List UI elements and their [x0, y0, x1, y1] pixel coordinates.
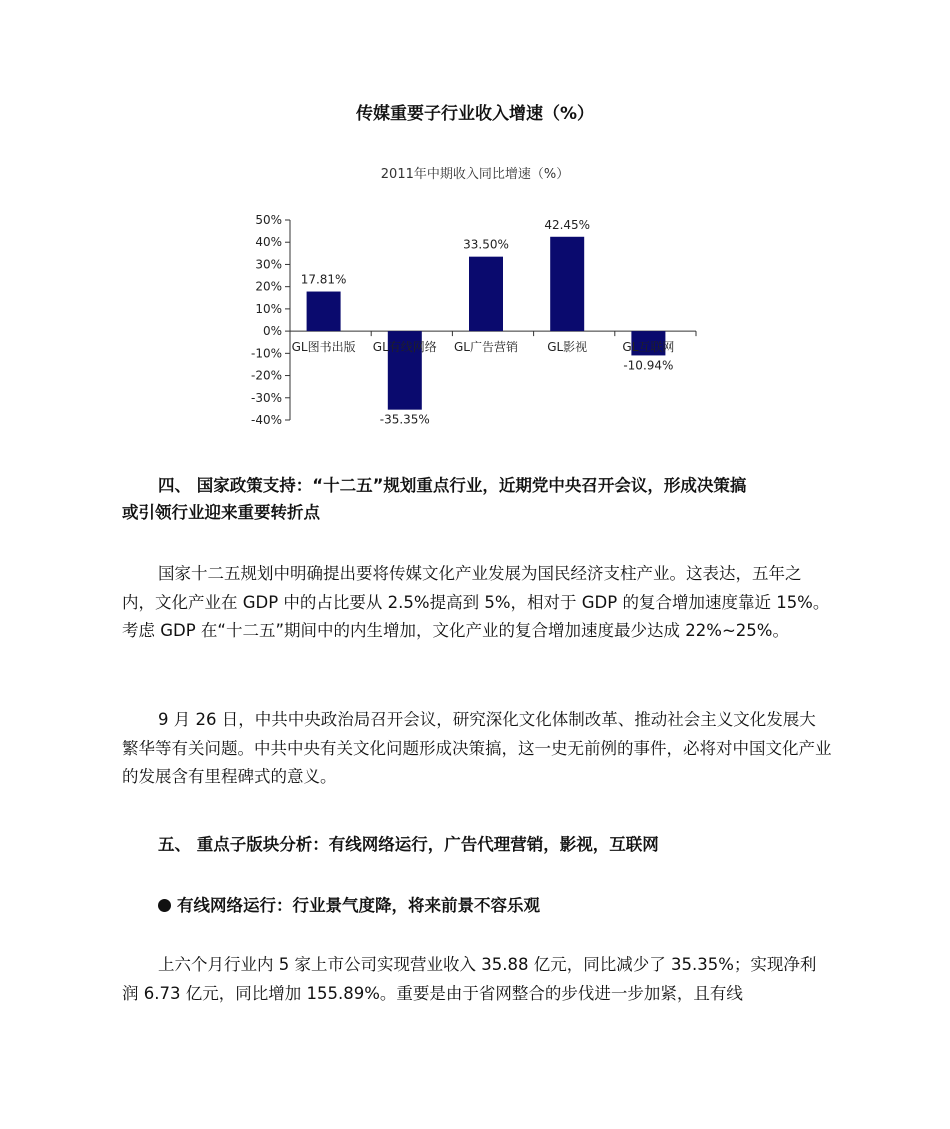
x-category-label: GL互联网 — [622, 340, 675, 355]
section4-paragraph-1-text: 国家十二五规划中明确提出要将传媒文化产业发展为国民经济支柱产业。这表达，五年之内，文化产业在 GDP 中的占比要从 2.5%提高到 5%，相对于 GDP 的复合增加速度靠近 15%。考虑 GDP 在“十二五”期间中的内生增加，文化产业的复合增加速度最少达成 22%~25%。 — [122, 564, 830, 640]
y-tick-label: 30% — [255, 257, 282, 272]
y-tick-label: -30% — [250, 390, 282, 405]
y-tick-label: 10% — [255, 301, 282, 316]
bar-chart — [230, 200, 710, 440]
x-category-label: GL影视 — [547, 340, 588, 355]
section5-bullet-text: 有线网络运行：行业景气度降，将来前景不容乐观 — [177, 896, 540, 915]
bar — [550, 237, 584, 331]
y-tick-label: 20% — [255, 279, 282, 294]
bar — [469, 257, 503, 331]
y-tick-label: 40% — [255, 235, 282, 250]
bar-value-label: 33.50% — [463, 237, 509, 252]
figure-title: 传媒重要子行业收入增速（%） — [355, 104, 595, 124]
section5-paragraph-text: 上六个月行业内 5 家上市公司实现营业收入 35.88 亿元，同比减少了 35.35%；实现净利润 6.73 亿元，同比增加 155.89%。重要是由于省网整合的步伐进一步加紧，且有线 — [122, 955, 817, 1003]
section4-paragraph-2-text: 9 月 26 日，中共中央政治局召开会议，研究深化文化体制改革、推动社会主义文化发展大繁华等有关问题。中共中央有关文化问题形成决策搞，这一史无前例的事件，必将对中国文化产业的发展含有里程碑式的意义。 — [122, 710, 832, 786]
x-category-label: GL有线网络 — [372, 340, 437, 355]
x-category-label: GL广告营销 — [454, 340, 518, 355]
section5-heading: 五、 重点子版块分析：有线网络运行，广告代理营销，影视，互联网 — [158, 835, 659, 854]
y-tick-label: 0% — [262, 324, 282, 339]
y-tick-label: -40% — [250, 413, 282, 427]
chart-title: 2011年中期收入同比增速（%） — [380, 167, 570, 182]
section5-bullet — [158, 892, 540, 916]
bar-value-label: -10.94% — [623, 358, 674, 373]
y-tick-label: -10% — [250, 346, 282, 361]
x-category-label: GL图书出版 — [291, 340, 356, 355]
y-tick-label: -20% — [250, 368, 282, 383]
section4-paragraph-2 — [122, 706, 832, 792]
bar-value-label: -35.35% — [379, 412, 430, 427]
bullet-dot-icon — [158, 899, 171, 912]
bar-value-label: 42.45% — [544, 217, 591, 232]
section4-heading: 四、 国家政策支持：“十二五”规划重点行业，近期党中央召开会议，形成决策搞 — [158, 476, 747, 495]
bar-value-label: 17.81% — [300, 272, 347, 287]
y-tick-label: 50% — [255, 213, 282, 227]
section4-heading-cont: 或引领行业迎来重要转折点 — [122, 503, 320, 522]
section4-paragraph-1 — [122, 560, 832, 646]
section5-paragraph — [122, 951, 832, 1008]
bar — [307, 292, 341, 332]
